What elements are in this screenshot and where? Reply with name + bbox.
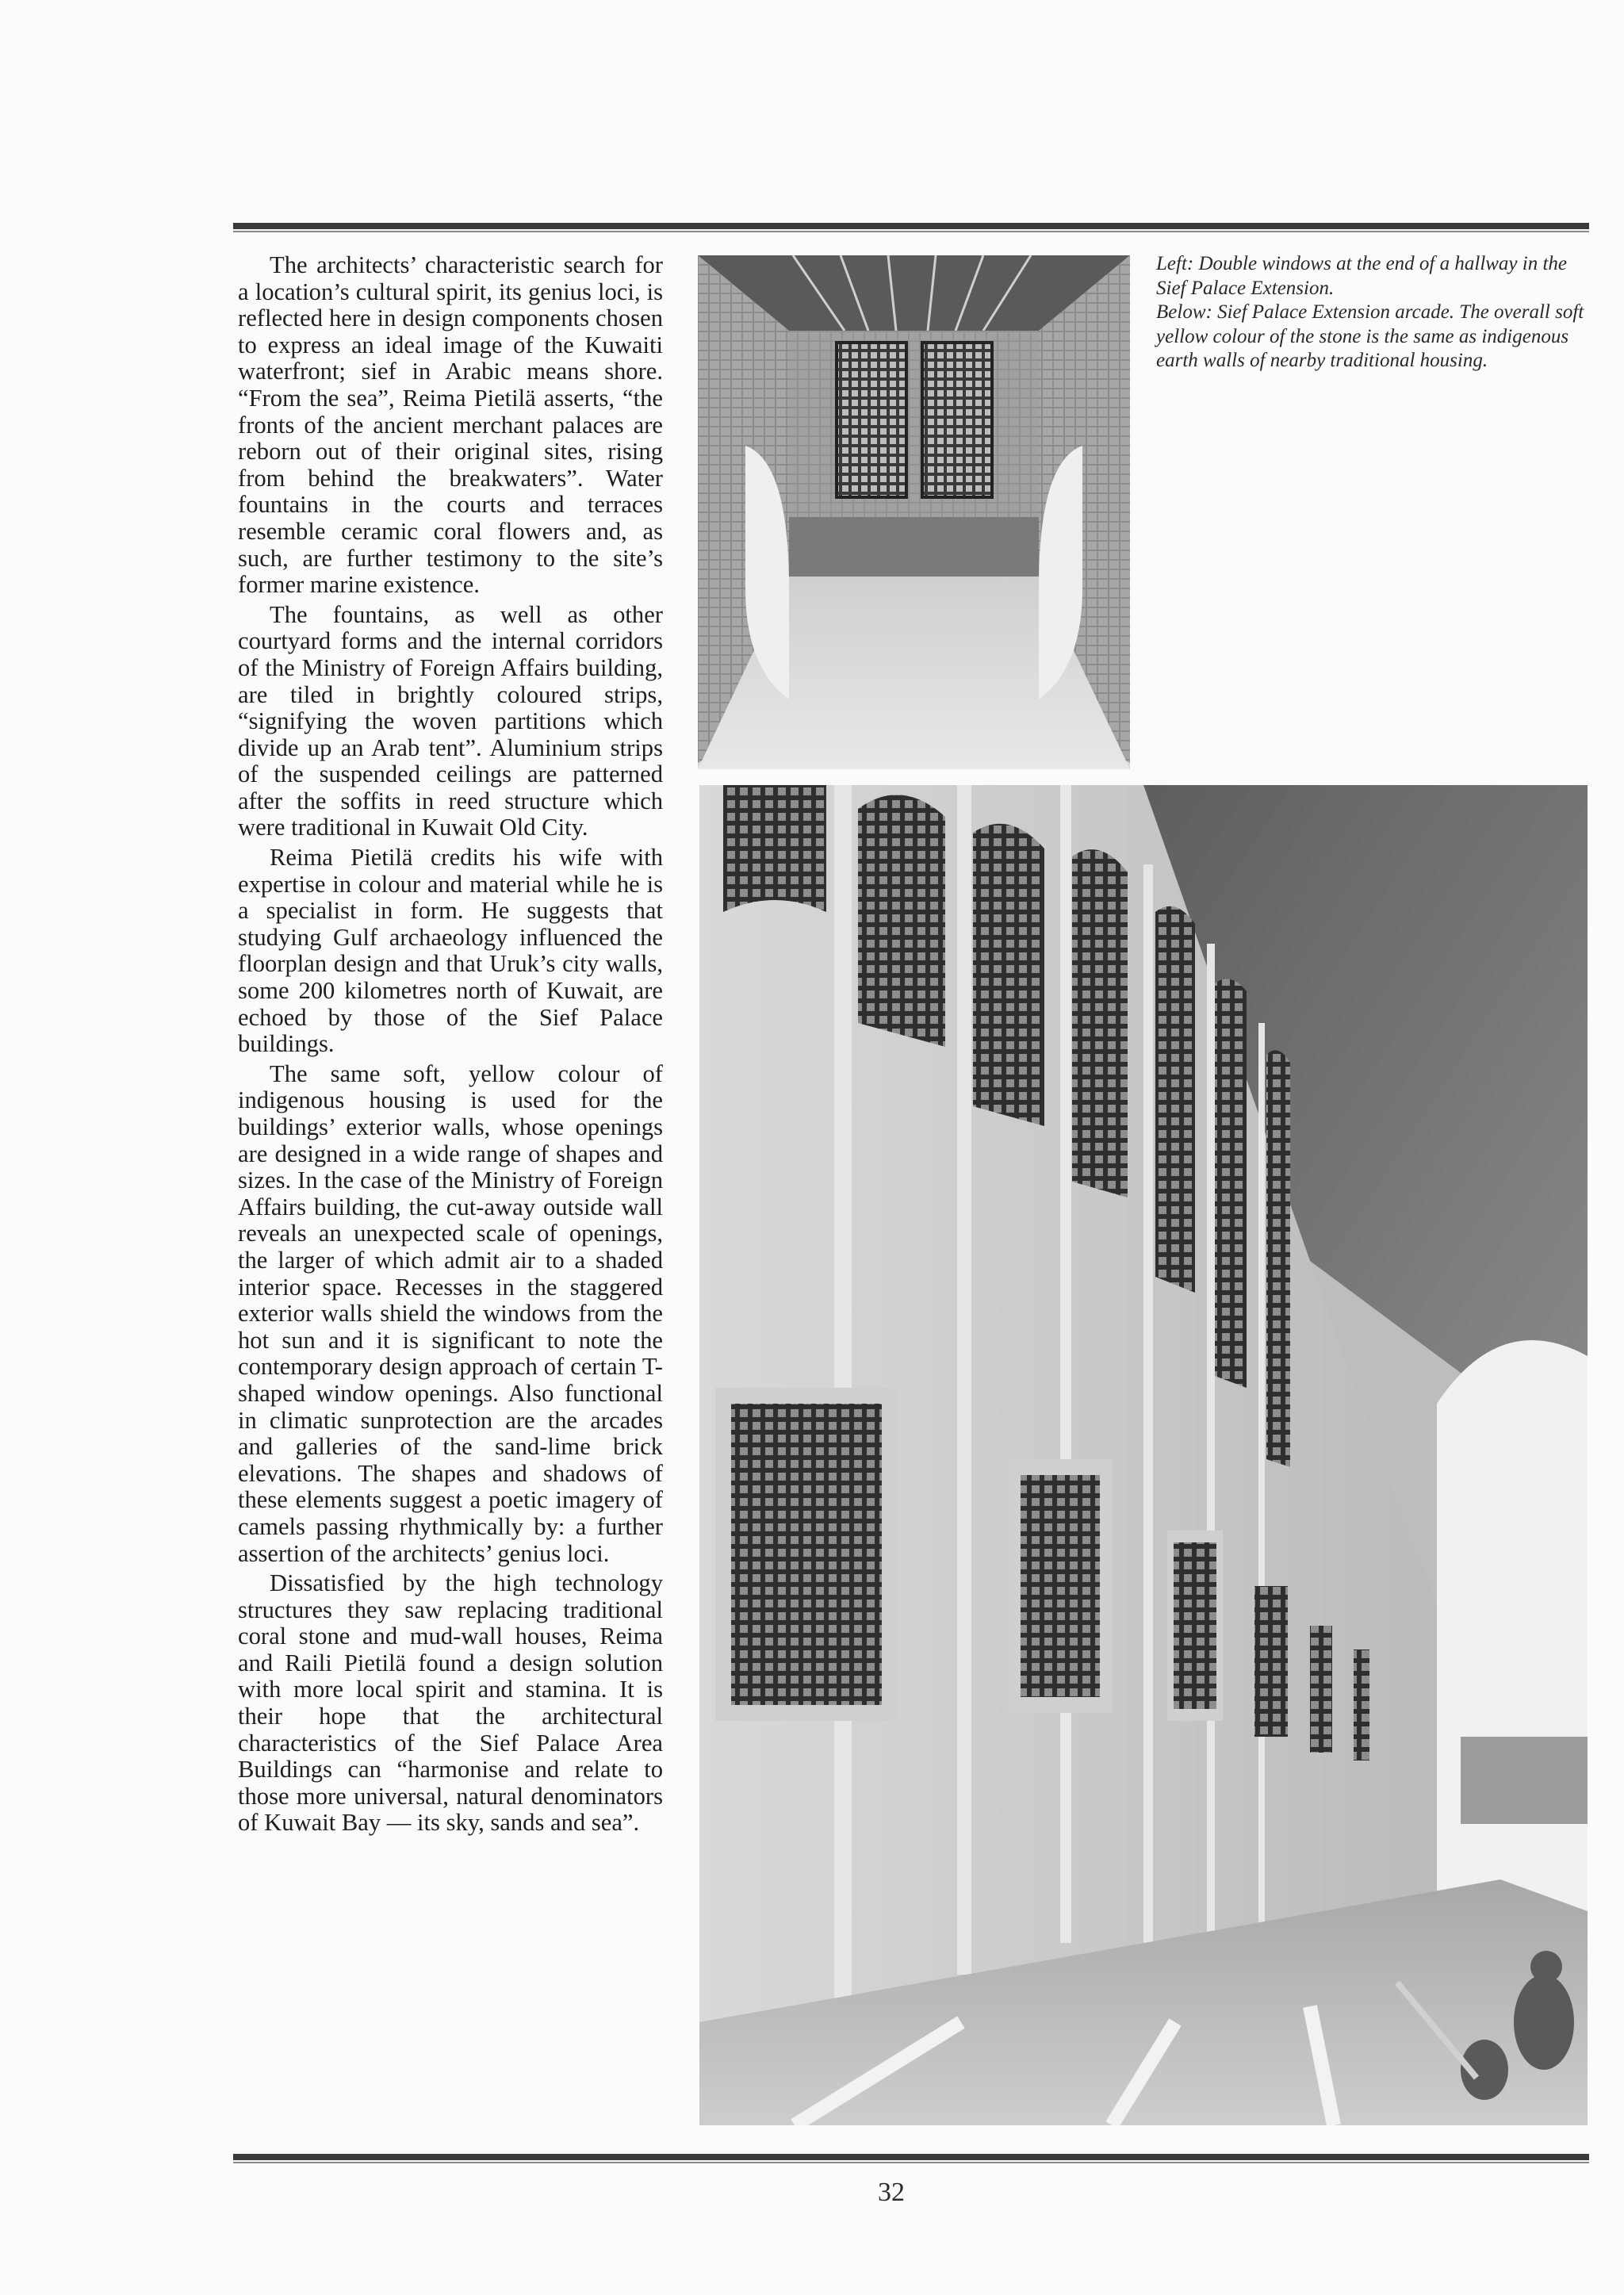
article-paragraph: The fountains, as well as other courtyard forms and the internal corridors of the Ministry of Foreign Affairs building, are tiled in brightly coloured strips, “signifying the woven partitions which divide up an Arab tent”. Aluminium strips of the suspended ceilings are patterned after the soffits in reed structure which were traditional in Kuwait Old City. bbox=[238, 600, 663, 841]
caption-below: Below: Sief Palace Extension arcade. The overall soft yellow colour of the stone is the same as indigenous earth walls of nearby traditional housing. bbox=[1156, 301, 1584, 371]
arcade-photo bbox=[699, 785, 1588, 2125]
photo-caption bbox=[1156, 252, 1588, 374]
article-paragraph: Reima Pietilä credits his wife with expertise in colour and material while he is a specialist in form. He suggests that studying Gulf archaeology influenced the floorplan design and that Uruk’s city walls, some 200 kilometres north of Kuwait, are echoed by those of the Sief Palace buildings. bbox=[238, 844, 663, 1058]
article-paragraph: The architects’ characteristic search for a location’s cultural spirit, its genius loci, is reflected here in design components chosen to express an ideal image of the Kuwaiti waterfront; sief in Arabic means shore. “From the sea”, Reima Pietilä asserts, “the fronts of the ancient merchant palaces are reborn out of their original sites, rising from behind the breakwaters”. Water fountains in the courts and terraces resemble ceramic coral flowers and, as such, are further testimony to the site’s former marine existence. bbox=[238, 251, 663, 599]
caption-left: Left: Double windows at the end of a hallway in the Sief Palace Extension. bbox=[1156, 253, 1568, 299]
article-paragraph: The same soft, yellow colour of indigenous housing is used for the buildings’ exterior walls, whose openings are designed in a wide range of shapes and sizes. In the case of the Ministry of Foreign Affairs building, the cut-away outside wall reveals an unexpected scale of openings, the larger of which admit air to a shaded interior space. Recesses in the staggered exterior walls shield the windows from the hot sun and it is significant to note the contemporary design approach of certain T-shaped window openings. Also functional in climatic sunprotection are the arcades and galleries of the sand-lime brick elevations. The shapes and shadows of these elements suggest a poetic imagery of camels passing rhythmically by: a further assertion of the architects’ genius loci. bbox=[238, 1059, 663, 1567]
article-paragraph: Dissatisfied by the high technology structures they saw replacing traditional coral stone and mud-wall houses, Reima and Raili Pietilä found a design solution with more local spirit and stamina. It is their hope that the architectural characteristics of the Sief Palace Area Buildings can “harmonise and relate to those more universal, natural denominators of Kuwait Bay — its sky, sands and sea”. bbox=[238, 1569, 663, 1837]
page-number: 32 bbox=[878, 2178, 905, 2207]
article-body bbox=[238, 252, 663, 1840]
top-rule bbox=[233, 223, 1589, 229]
bottom-rule bbox=[233, 2154, 1589, 2160]
hallway-photo bbox=[698, 255, 1130, 769]
